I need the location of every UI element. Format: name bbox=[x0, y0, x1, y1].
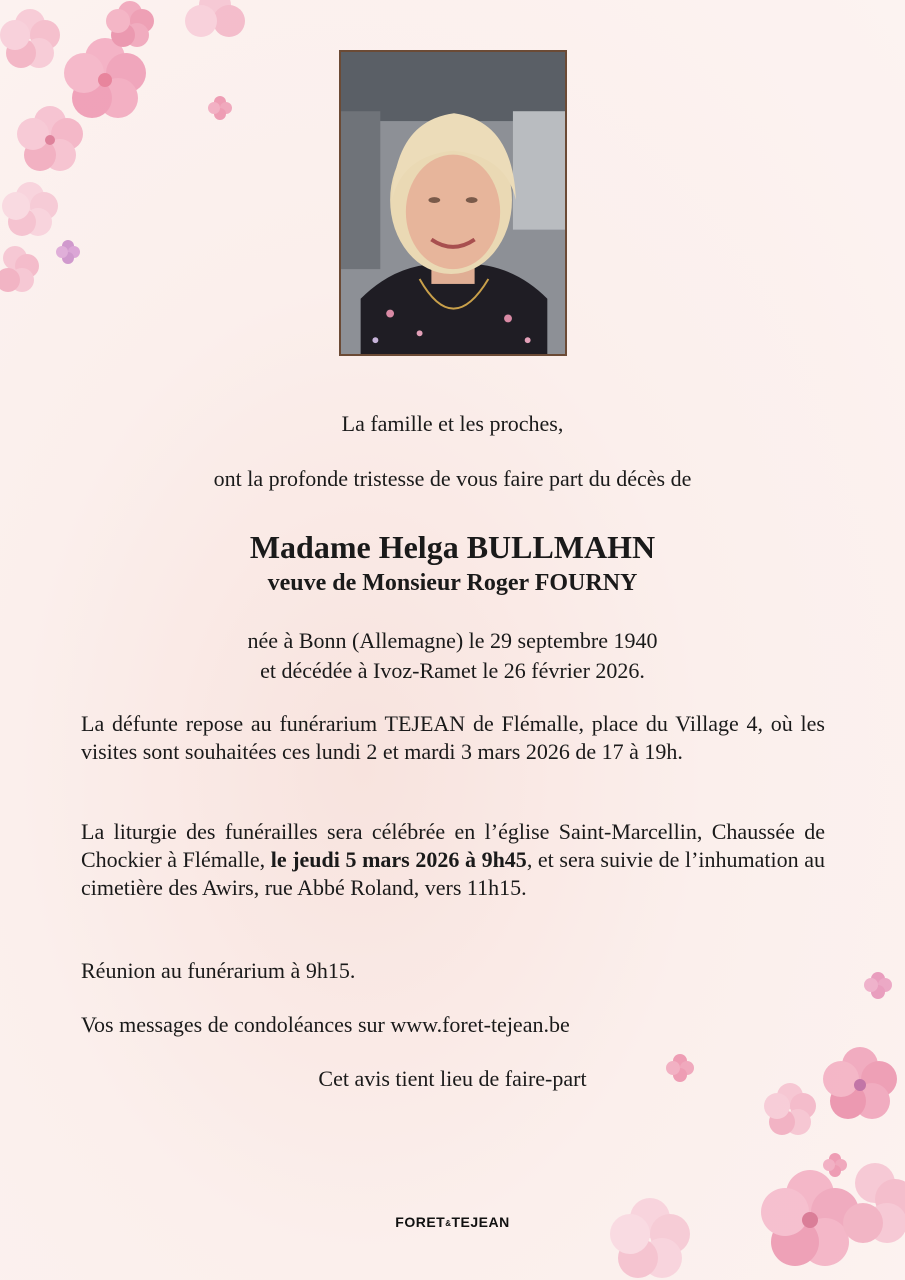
visitation-paragraph: La défunte repose au funérarium TEJEAN de Flémalle, place du Village 4, où les visites sont souhaitées ces lundi 2 et mardi 3 mars 2026 de 17 à 19h. bbox=[81, 711, 825, 764]
liturgy-date-time: le jeudi 5 mars 2026 à 9h45 bbox=[270, 847, 527, 872]
announcement-line: ont la profonde tristesse de vous faire part du décès de bbox=[213, 466, 692, 491]
liturgy-paragraph bbox=[81, 818, 825, 902]
deceased-portrait-photo bbox=[339, 50, 567, 356]
logo-right: TEJEAN bbox=[451, 1214, 510, 1230]
condolences-line: Vos messages de condoléances sur www.foret-tejean.be bbox=[81, 1012, 570, 1037]
logo-ampersand: & bbox=[445, 1218, 452, 1228]
deceased-name: Madame Helga BULLMAHN bbox=[249, 529, 656, 565]
meeting-line: Réunion au funérarium à 9h15. bbox=[81, 958, 356, 983]
closing-line: Cet avis tient lieu de faire-part bbox=[318, 1066, 587, 1091]
liturgy-text-end: , et sera suivie de l’inhumation au cimetière des Awirs, rue Abbé Roland, vers 11h15. bbox=[81, 847, 825, 900]
funeral-home-logo bbox=[0, 1214, 905, 1230]
logo-left: FORET bbox=[395, 1214, 446, 1230]
intro-line: La famille et les proches, bbox=[341, 411, 564, 436]
death-line: et décédée à Ivoz-Ramet le 26 février 2026. bbox=[260, 658, 645, 683]
liturgy-text-start: La liturgie des funérailles sera célébrée en l’église Saint-Marcellin, Chaussée de Chockier à Flémalle, bbox=[81, 819, 825, 872]
birth-line: née à Bonn (Allemagne) le 29 septembre 1940 bbox=[247, 628, 658, 653]
blossom-decoration-top-left bbox=[0, 0, 270, 320]
widow-of-line: veuve de Monsieur Roger FOURNY bbox=[267, 570, 638, 596]
blossom-decoration-bottom-right bbox=[560, 960, 905, 1280]
